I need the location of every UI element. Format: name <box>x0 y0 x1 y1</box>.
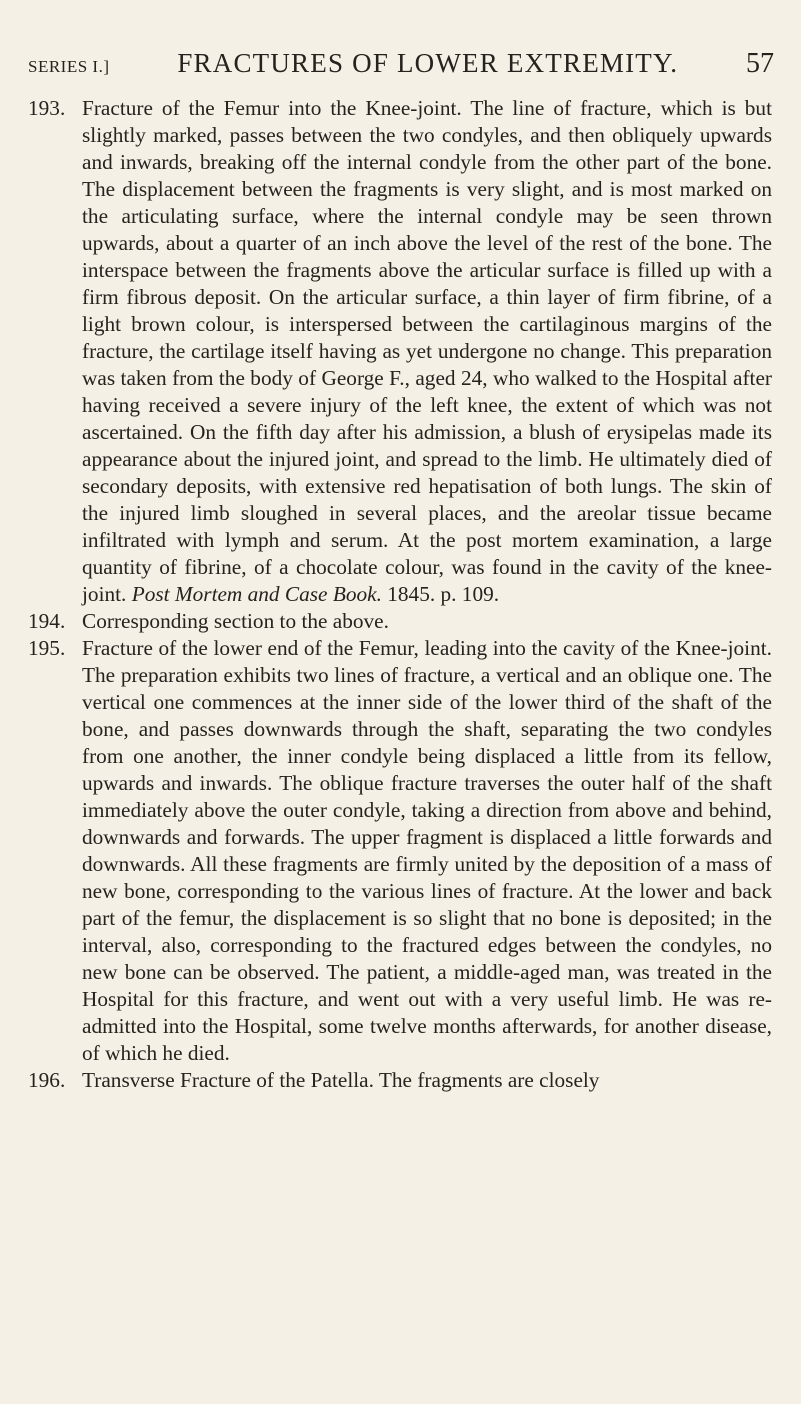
entry-193 <box>28 95 772 608</box>
entry-text: Fracture of the Femur into the Knee-joint. The line of fracture, which is but slightly marked, passes between the two condyles, and then obliquely upwards and inwards, breaking off the internal condyle from the other part of the bone. The displacement between the fragments is very slight, and is most marked on the articulating surface, where the internal condyle may be seen thrown upwards, about a quarter of an inch above the level of the rest of the bone. The interspace between the fragments above the articular surface is filled up with a firm fibrous deposit. On the articular surface, a thin layer of firm fibrine, of a light brown colour, is interspersed between the cartilaginous margins of the fracture, the cartilage itself having as yet undergone no change. This preparation was taken from the body of George F., aged 24, who walked to the Hospital after having received a severe injury of the left knee, the extent of which was not ascertained. On the fifth day after his admission, a blush of erysipelas made its appearance about the injured joint, and spread to the limb. He ultimately died of secondary deposits, with extensive red hepatisation of both lungs. The skin of the injured limb sloughed in several places, and the areolar tissue became infiltrated with lymph and serum. At the post mortem examination, a large quantity of fibrine, of a chocolate colour, was found in the cavity of the knee-joint. <box>82 96 772 606</box>
running-header <box>28 48 774 82</box>
running-title: FRACTURES OF LOWER EXTREMITY. <box>177 48 679 78</box>
page-number: 57 <box>746 48 774 79</box>
series-label: SERIES I.] <box>28 57 110 76</box>
entry-195 <box>28 635 772 1067</box>
entry-number: 196. <box>28 1068 66 1092</box>
entry-number: 193. <box>28 96 66 120</box>
entry-text: Fracture of the lower end of the Femur, leading into the cavity of the Knee-joint. The preparation exhibits two lines of fracture, a vertical and an oblique one. The vertical one commences at the inner side of the lower third of the shaft of the bone, and passes downwards through the shaft, separating the two condyles from one another, the inner condyle being displaced a little from its fellow, upwards and inwards. The oblique fracture traverses the outer half of the shaft immediately above the outer condyle, taking a direction from above and behind, downwards and forwards. The upper fragment is displaced a little forwards and downwards. All these fragments are firmly united by the deposition of a mass of new bone, corresponding to the various lines of fracture. At the lower and back part of the femur, the displacement is so slight that no bone is deposited; in the interval, also, corresponding to the fractured edges between the condyles, no new bone can be observed. The patient, a middle-aged man, was treated in the Hospital for this fracture, and went out with a very useful limb. He was re-admitted into the Hospital, some twelve months afterwards, for another disease, of which he died. <box>82 636 772 1065</box>
catalogue-entries <box>28 95 772 1094</box>
entry-194 <box>28 608 772 635</box>
entry-196 <box>28 1067 772 1094</box>
entry-number: 194. <box>28 609 66 633</box>
entry-citation-page: 1845. p. 109. <box>387 582 500 606</box>
entry-text: Corresponding section to the above. <box>82 609 389 633</box>
entry-citation: Post Mortem and Case Book. <box>131 582 382 606</box>
entry-number: 195. <box>28 636 66 660</box>
entry-text: Transverse Fracture of the Patella. The fragments are closely <box>82 1068 600 1092</box>
